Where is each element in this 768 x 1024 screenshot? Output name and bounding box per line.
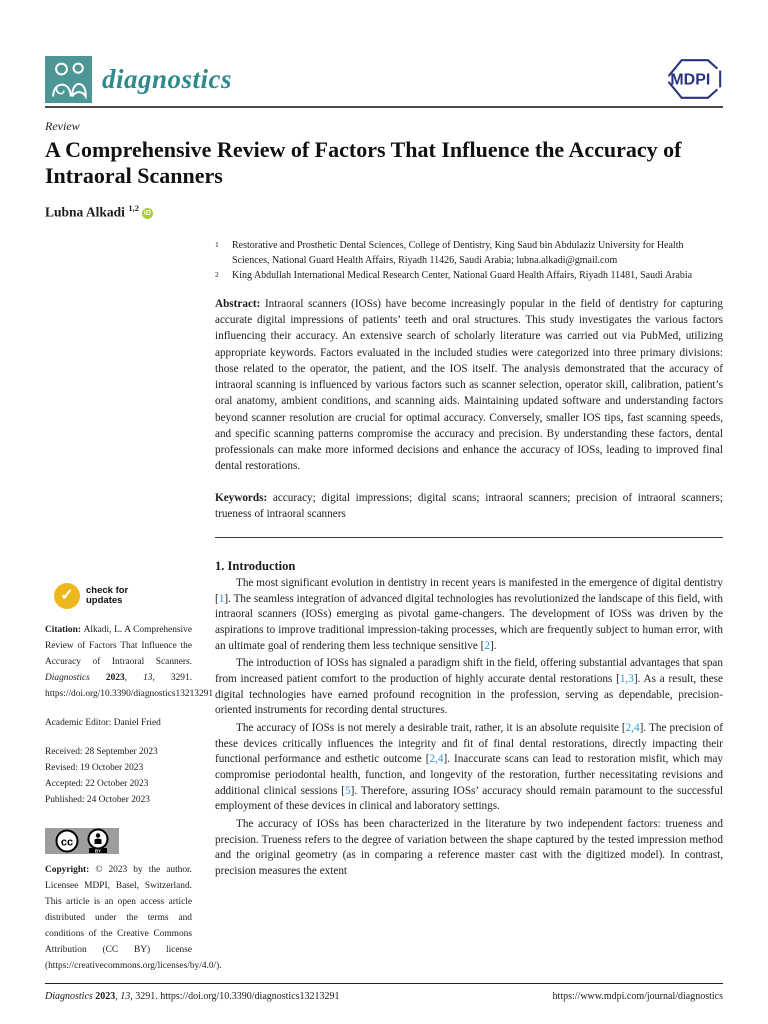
text-segment: Diagnostics — [45, 672, 106, 683]
affiliation-1 — [215, 238, 723, 268]
check-icon: ✓ — [54, 583, 80, 609]
cc-by-license-icon[interactable] — [45, 828, 119, 854]
text-segment: Copyright: — [45, 864, 96, 875]
author-affiliation-sup: 1,2 — [128, 202, 139, 213]
text-segment: 2023 — [95, 991, 116, 1002]
affiliation-2-sup: 2 — [215, 270, 219, 279]
text-segment: © 2023 by the author. Licensee MDPI, Basel, Switzerland. This article is an open access article distributed under the terms and conditions of the Creative Commons Attribution (CC BY) license (https://creativecommons.org/licenses/by/4.0/). — [45, 864, 222, 971]
revised-date: Revised: 19 October 2023 — [45, 762, 144, 773]
text-segment: 2023 — [105, 672, 125, 683]
text-segment: ]. The seamless integration of advanced digital technologies has revolutionized the landscape of this field, with intraoral scanners (IOSs) emerging as pivotal game-changers. The development of IOSs was driven by the aspirations to improve traditional impression-taking processes, which are frequently subject to human error, with an ultimate goal of rendering them less technique sensitive [ — [215, 592, 723, 652]
academic-editor: Academic Editor: Daniel Fried — [45, 717, 161, 728]
check-updates-line1: check for — [86, 584, 129, 596]
keywords-divider — [215, 537, 723, 538]
text-segment: ]. As a result, these digital technologies have earned profound recognition in the profession, serving as dependable, precision-oriented instruments for recording dental structures. — [215, 673, 723, 717]
svg-text:cc: cc — [60, 836, 73, 849]
text-segment: Diagnostics — [45, 991, 96, 1002]
svg-text:MDPI: MDPI — [670, 71, 711, 89]
author-line — [45, 203, 723, 221]
text-segment: , — [124, 672, 144, 683]
page-footer — [45, 983, 723, 1002]
citation-block — [45, 623, 214, 703]
footer-journal-url[interactable]: https://www.mdpi.com/journal/diagnostics — [552, 991, 723, 1002]
intro-paragraph-1 — [215, 576, 723, 654]
text-segment: , 3291. https://doi.org/10.3390/diagnostics13213291 — [45, 672, 214, 699]
text-segment: ]. The precision of these devices critically influences the integrity and fit of final dental restorations, directly impacting their functional performance and esthetic outcome [ — [215, 722, 723, 766]
main-column — [215, 238, 723, 975]
history-dates — [45, 745, 192, 809]
intro-paragraph-4 — [215, 817, 723, 880]
text-segment: 13 — [143, 672, 153, 683]
citation-ref[interactable]: 2 — [484, 639, 490, 652]
abstract-text: Intraoral scanners (IOSs) have become increasingly popular in the field of dentistry for capturing accurate digital impressions of patients’ teeth and oral structures. This study investigates the various factors influencing their accuracy. An extensive search of scholarly literature was carried out via PubMed, utilizing appropriate keywords. Factors evaluated in the included studies were categorized into three primary divisions: those related to the operator, the patient, and the IOS itself. The analysis demonstrated that the accuracy of intraoral scanning is influenced by various factors such as scanner selection, operator skill, calibration, patient’s oral anatomy, ambient conditions, and scanning aids. Maintaining updated software and understanding factors beyond scanner resolution are crucial for optimal accuracy. Conversely, smaller IOS tips, fast scanning speeds, and specific scanning patterns compromise the accuracy and precision. By understanding these factors, dental professionals can make more informed decisions and enhance the accuracy of IOSs, leading to improved final dental restorations. — [215, 298, 723, 473]
mdpi-logo — [661, 55, 723, 103]
diagnostics-logo-icon — [45, 56, 92, 103]
text-segment: , — [115, 991, 121, 1002]
cc-icon — [54, 828, 80, 854]
affiliation-2 — [215, 268, 723, 283]
journal-brand — [45, 56, 232, 103]
text-segment: ]. — [489, 639, 497, 652]
keywords-text: accuracy; digital impressions; digital scans; intraoral scanners; precision of intraoral scanners; trueness of intraoral scanners — [215, 491, 723, 520]
footer-divider — [45, 983, 723, 984]
text-segment: ]. Therefore, assuring IOSs’ accuracy should remain paramount to the successful employment of these devices in clinical and laboratory settings. — [215, 784, 723, 813]
footer-citation-doi[interactable] — [45, 991, 340, 1002]
check-for-updates-button[interactable] — [54, 583, 192, 609]
text-segment: The accuracy of IOSs has been characterized in the literature by two independent factors: trueness and precision. Trueness refers to the degree of variation between the shape captured by the tested impression method and the original geometry (as in comparing a reference master cast with the digitized model). In contrast, precision measures the extent — [215, 818, 723, 878]
keywords — [215, 490, 723, 522]
citation-ref[interactable]: 2,4 — [625, 722, 640, 735]
mdpi-hexagon-icon — [661, 55, 723, 103]
footer-row — [45, 991, 723, 1002]
keywords-label: Keywords: — [215, 491, 268, 504]
text-segment: ]. Inaccurate scans can lead to restoration misfit, which may compromise periodontal health, function, and longevity of the restoration, further necessitating revisions and additional clinical sessions [ — [215, 753, 723, 797]
affiliation-1-text: Restorative and Prosthetic Dental Sciences, College of Dentistry, King Saud bin Abdulaziz University for Health Sciences, National Guard Health Affairs, Riyadh 11426, Saudi Arabia; lubna.alkadi@gmail.com — [232, 240, 684, 266]
affiliations — [215, 238, 723, 283]
citation-ref[interactable]: 2,4 — [429, 753, 444, 766]
affiliation-2-text: King Abdullah International Medical Research Center, National Guard Health Affairs, Riyadh 11481, Saudi Arabia — [232, 270, 693, 281]
text-segment: Citation: — [45, 625, 84, 635]
text-segment: 13 — [120, 991, 131, 1002]
citation-ref[interactable]: 5 — [345, 784, 351, 797]
text-segment: , 3291. https://doi.org/10.3390/diagnostics13213291 — [130, 991, 340, 1002]
article-title: A Comprehensive Review of Factors That Influence the Accuracy of Intraoral Scanners — [45, 137, 682, 189]
accepted-date: Accepted: 22 October 2023 — [45, 778, 149, 789]
abstract — [215, 296, 723, 475]
intro-paragraph-3 — [215, 721, 723, 815]
abstract-label: Abstract: — [215, 298, 261, 310]
author-name: Lubna Alkadi — [45, 204, 125, 220]
check-updates-line2: updates — [86, 595, 123, 606]
left-sidebar — [45, 238, 222, 975]
article-head — [45, 119, 723, 220]
copyright-notice — [45, 863, 222, 975]
journal-header — [45, 54, 723, 104]
check-updates-label — [86, 586, 128, 607]
received-date: Received: 28 September 2023 — [45, 746, 158, 757]
affiliation-1-sup: 1 — [215, 240, 219, 249]
text-segment: Alkadi, L. A Comprehensive Review of Factors That Influence the Accuracy of Intraoral Scanners. — [45, 625, 192, 667]
diagnostics-figures-icon — [49, 59, 89, 99]
journal-title: diagnostics — [102, 63, 233, 94]
text-segment: The most significant evolution in dentistry in recent years is manifested in the emergence of digital dentistry [ — [215, 577, 723, 605]
by-person-icon — [85, 828, 111, 854]
intro-paragraph-2 — [215, 656, 723, 719]
section-heading-introduction: 1. Introduction — [215, 559, 296, 574]
two-column-layout — [45, 238, 723, 975]
published-date: Published: 24 October 2023 — [45, 794, 150, 805]
citation-ref[interactable]: 1 — [218, 592, 225, 605]
citation-ref[interactable]: 1,3 — [619, 673, 634, 686]
article-type-label: Review — [45, 119, 80, 133]
header-divider — [45, 106, 723, 108]
text-segment: The accuracy of IOSs is not merely a desirable trait, rather, it is an absolute requisite [ — [236, 722, 626, 735]
svg-text:BY: BY — [94, 848, 101, 854]
text-segment: The introduction of IOSs has signaled a paradigm shift in the field, offering substantial advantages that span from increased patient comfort to the production of highly accurate dental restorations [ — [215, 657, 723, 686]
orcid-icon[interactable]: iD — [143, 210, 151, 218]
